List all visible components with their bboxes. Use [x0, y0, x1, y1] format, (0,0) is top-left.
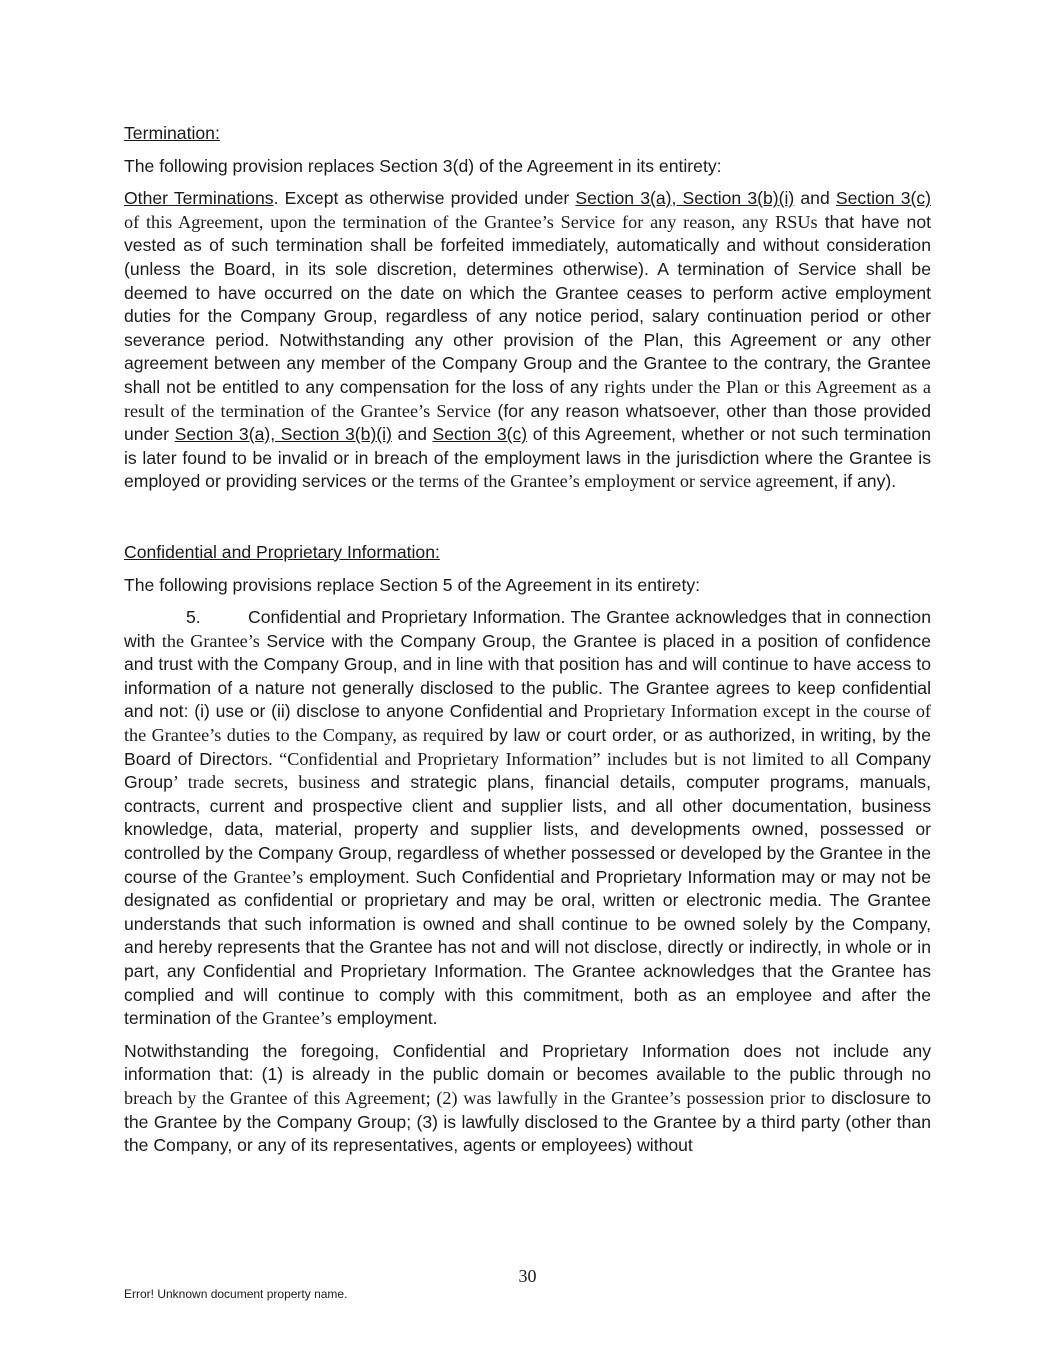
text-run: and strategic plans, financial details, computer programs, manuals, contracts, current and prospective client and supplier lists, and all other documentation, business knowledge, data, material, property and supplier lists, and developments owned, possessed or controlled by the Company Group, regardless of whether possessed or developed by the Grantee in the course of the	[124, 772, 931, 887]
confidential-lead: The following provisions replace Section 5 of the Agreement in its entirety:	[124, 574, 701, 595]
footer-note: Error! Unknown document property name.	[124, 1287, 348, 1301]
section-reference: Section 3(c)	[835, 188, 932, 209]
text-run: breach by the Grantee of this Agreement; (2) was lawfully in the Grantee’s possession prior to	[124, 1087, 826, 1108]
section-reference: Section 3(a), Section 3(b)(i)	[174, 424, 392, 445]
text-run: rs. “Confidential and Proprietary Information” includes but is not limited to all	[254, 748, 849, 769]
text-run: and	[391, 424, 433, 445]
section-reference: Section 3(c)	[432, 424, 528, 445]
text-run: (for any reason whatsoever, other than those provided under	[124, 400, 931, 445]
section-5-paragraph	[124, 606, 931, 1031]
text-run: Confidential and Proprietary Information. The Grantee acknowledges that in connection with	[124, 607, 931, 651]
text-run: Grantee’s	[233, 866, 304, 887]
text-run: rights under the Plan or this Agreement as a result of the termination of the Grantee’s Service	[124, 376, 932, 421]
text-run: . Except as otherwise provided under	[273, 188, 576, 209]
text-run: by law or court order, or as authorized, in writing, by the Board of Directo	[124, 725, 931, 769]
text-run: the Grantee’s	[161, 630, 260, 651]
termination-heading: Termination:	[124, 123, 220, 143]
text-run: the terms of the Grantee’s employment or service agreem	[391, 471, 810, 492]
section-reference: Section 3(a), Section 3(b)(i)	[575, 188, 795, 209]
other-terminations-title: Other Terminations	[124, 188, 274, 209]
text-run: of this Agreement, upon the termination of the Grantee’s Service for any reason, any RSUs	[124, 211, 818, 232]
text-run: employment. Such Confidential and Proprietary Information may or may not be designated as confidential or proprietary and may be oral, written or electronic media. The Grantee understands that such information is owned and shall continue to be owned solely by the Company, and hereby represents that the Grantee has not and will not disclose, directly or indirectly, in whole or in part, any Confidential and Proprietary Information. The Grantee acknowledges that the Grantee has complied and will continue to comply with this commitment, both as an employee and after the termination of	[124, 866, 931, 1029]
text-run: ent, if any).	[809, 471, 897, 492]
document-page	[124, 122, 931, 1158]
text-run: the Grantee’s	[235, 1008, 332, 1029]
termination-lead: The following provision replaces Section 3(d) of the Agreement in its entirety:	[124, 155, 722, 176]
exclusions-paragraph	[124, 1040, 931, 1158]
text-run: Proprietary Information except in the course of the Grantee’s duties to the Company, as required	[124, 701, 931, 746]
text-run: that have not vested as of such termination shall be forfeited immediately, automatically and without consideration (unless the Board, in its sole discretion, determines otherwise). A termination of Service shall be deemed to have occurred on the date on which the Grantee ceases to perform active employment duties for the Company Group, regardless of any notice period, salary continuation period or other severance period. Notwithstanding any other provision of the Plan, this Agreement or any other agreement between any member of the Company Group and the Grantee to the contrary, the Grantee shall not be entitled to any compensation for the loss of any	[124, 211, 931, 397]
text-run: employment.	[331, 1008, 438, 1029]
termination-paragraph	[124, 187, 931, 494]
page-number: 30	[518, 1266, 537, 1286]
text-run: Company Group	[124, 748, 931, 793]
text-run: disclosure to the Grantee by the Company Group; (3) is lawfully disclosed to the Grantee by a third party (other than the Company, or any of its representatives, agents or employees) without	[124, 1087, 931, 1156]
text-run: and	[794, 188, 836, 209]
confidential-heading: Confidential and Proprietary Information:	[124, 541, 440, 562]
text-run: of this Agreement, whether or not such termination is later found to be invalid or in breach of the employment laws in the jurisdiction where the Grantee is employed or providing services or	[124, 424, 931, 492]
text-run: Service with the Company Group, the Grantee is placed in a position of confidence and trust with the Company Group, and in line with that position has and will continue to have access to information of a nature not generally disclosed to the public. The Grantee agrees to keep confidential and not: (i) use or (ii) disclose to anyone Confidential and	[124, 630, 931, 722]
text-run: ’ trade secrets, business	[172, 772, 361, 793]
text-run: Notwithstanding the foregoing, Confidential and Proprietary Information does not include any information that: (1) is already in the public domain or becomes available to the public through no	[124, 1040, 931, 1085]
section-number: 5.	[186, 607, 201, 628]
